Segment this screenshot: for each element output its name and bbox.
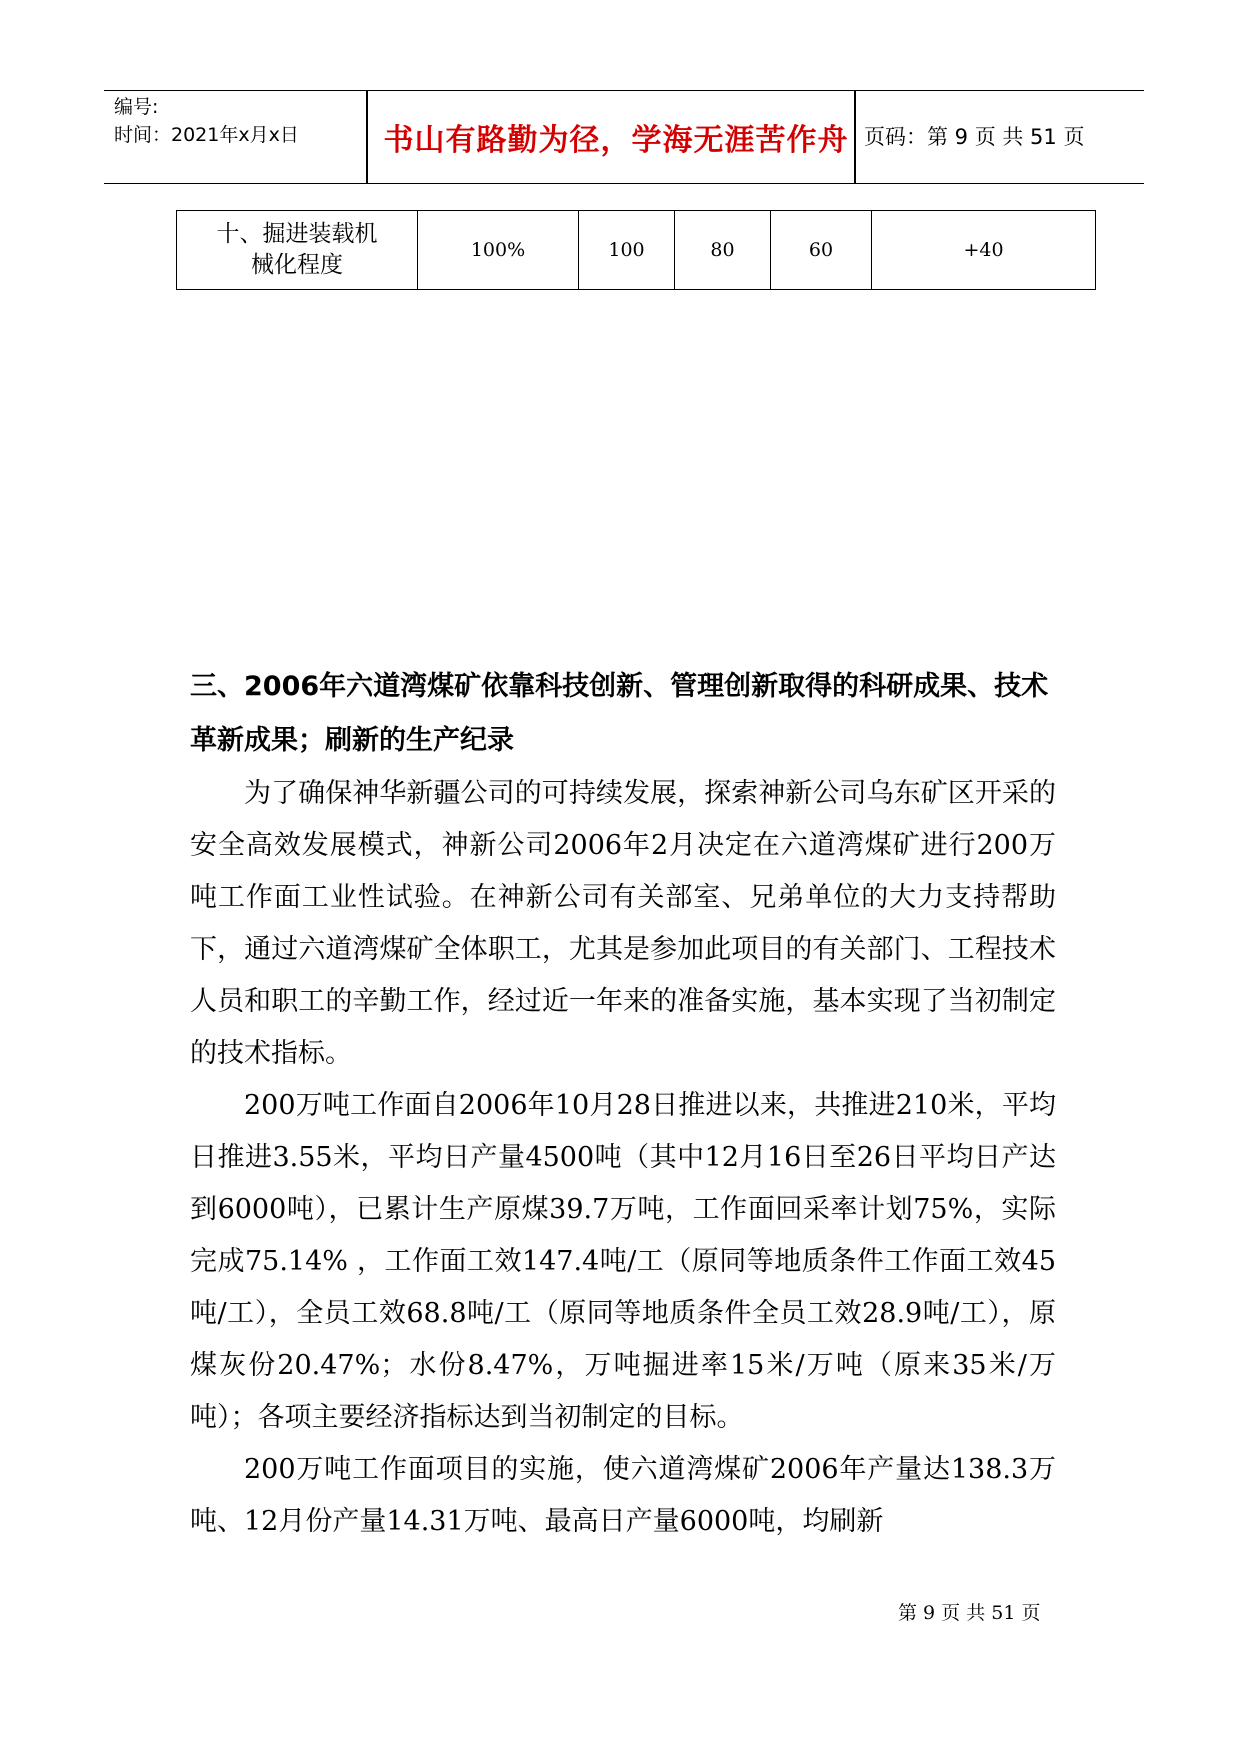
table-cell: 60	[771, 211, 872, 290]
table-row	[177, 211, 1096, 290]
document-time-label: 时间：2021年x月x日	[114, 124, 299, 146]
table-cell: 100%	[418, 211, 579, 290]
table-cell: 100	[579, 211, 675, 290]
paragraph: 200万吨工作面项目的实施，使六道湾煤矿2006年产量达138.3万吨、12月份产量14.31万吨、最高日产量6000吨，均刷新	[190, 1454, 1056, 1537]
header-page-number: 页码：第 9 页 共 51 页	[864, 125, 1085, 149]
header-divider	[854, 91, 856, 183]
section-heading: 三、2006年六道湾煤矿依靠科技创新、管理创新取得的科研成果、技术革新成果；刷新的生产纪录	[190, 671, 1049, 756]
page-footer: 第 9 页 共 51 页	[898, 1602, 1041, 1624]
table-cell: 80	[675, 211, 771, 290]
section-body	[190, 768, 1056, 1548]
paragraph: 200万吨工作面自2006年10月28日推进以来，共推进210米，平均日推进3.55米，平均日产量4500吨（其中12月16日至26日平均日产达到6000吨），已累计生产原煤39.7万吨，工作面回采率计划75%，实际完成75.14% ，工作面工效147.4吨/工（原同等地质条件工作面工效45吨/工），全员工效68.8吨/工（原同等地质条件全员工效28.9吨/工），原煤灰份20.47%；水份8.47%，万吨掘进率15米/万吨（原来35米/万吨）；各项主要经济指标达到当初制定的目标。	[190, 1090, 1056, 1433]
paragraph: 为了确保神华新疆公司的可持续发展，探索神新公司乌东矿区开采的安全高效发展模式，神新公司2006年2月决定在六道湾煤矿进行200万吨工作面工业性试验。在神新公司有关部室、兄弟单位的大力支持帮助下，通过六道湾煤矿全体职工，尤其是参加此项目的有关部门、工程技术人员和职工的辛勤工作，经过近一年来的准备实施，基本实现了当初制定的技术指标。	[190, 778, 1056, 1069]
header-motto: 书山有路勤为径，学海无涯苦作舟	[383, 123, 849, 158]
table-cell: +40	[872, 211, 1096, 290]
header-meta	[114, 93, 299, 149]
document-header	[104, 90, 1144, 184]
document-number-label: 编号:	[114, 96, 159, 118]
indicator-table	[176, 210, 1096, 290]
table-cell-item: 十、掘进装载机械化程度	[177, 211, 418, 290]
